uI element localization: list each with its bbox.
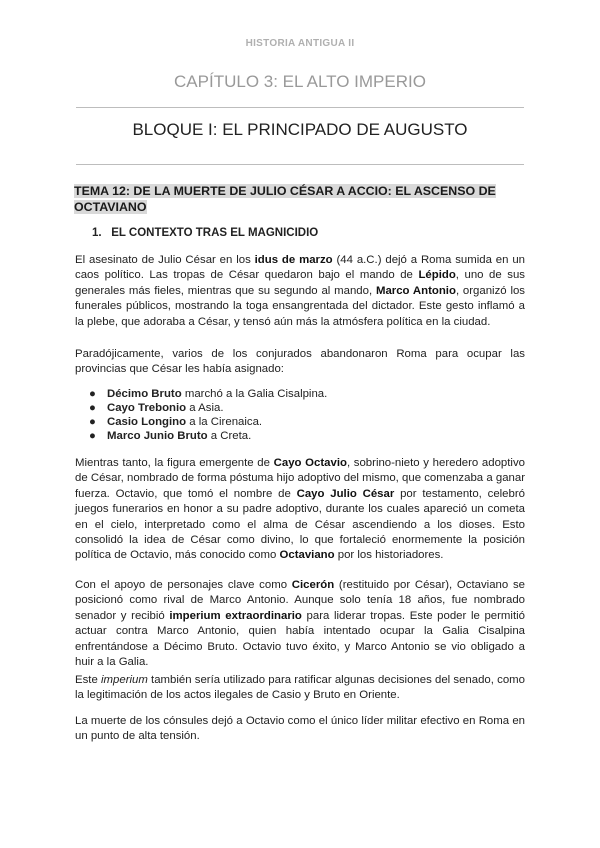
p4-bold-imperium: imperium extraordinario [169,609,302,622]
block-title: BLOQUE I: EL PRINCIPADO DE AUGUSTO [132,120,468,139]
p1-bold-lepido: Lépido [418,269,456,282]
p3-text-3: por testamento, celebró juegos funerarios en honor a su padre adoptivo, durante los cuales apareció un cometa en el cielo, interpretado como el alma de César ascendiendo a los dioses. Esto consolidó la idea de César como divino, lo que fortaleció enormemente la posición política de Octavio, más conocido como [75,487,525,562]
p1-bold-idus: idus de marzo [254,254,333,266]
paragraph-4 [75,578,525,670]
list-item [75,387,515,401]
p1-text-1: El asesinato de Julio César en los [75,254,255,266]
p3-bold-cayo-julio-cesar: Cayo Julio César [296,487,395,500]
list-item-name: Cayo Trebonio [107,402,187,414]
section-heading [92,227,318,239]
p3-text-1: Mientras tanto, la figura emergente de [75,457,274,469]
p3-bold-cayo-octavio: Cayo Octavio [273,457,347,469]
p4-text-3: para liderar tropas. Este poder le permitió actuar contra Marco Antonio, quien había intentado ocupar la Galia Cisalpina enfrentándose a Décimo Bruto. Octavio tuvo éxito, y Marco Antonio se vio obligado a huir a la Galia. [75,609,525,669]
bullet-icon: ● [89,388,96,400]
paragraph-1 [75,253,525,330]
section-title: EL CONTEXTO TRAS EL MAGNICIDIO [111,227,319,239]
p3-bold-octaviano: Octaviano [279,549,335,562]
running-header: HISTORIA ANTIGUA II [245,38,355,49]
list-item [75,401,515,415]
p2-text: Paradójicamente, varios de los conjurados abandonaron Roma para ocupar las provincias que César les había asignado: [75,348,525,376]
divider-top [76,107,524,108]
p1-text-2: (44 a.C.) dejó a Roma sumida en un caos político. Las tropas de César quedaron bajo el mando de [75,254,525,282]
list-item-text: marchó a la Galia Cisalpina. [181,388,328,400]
bullet-icon: ● [89,430,96,442]
paragraph-3 [75,456,525,564]
divider-bottom [76,164,524,165]
p4-text-1: Con el apoyo de personajes clave como [75,579,292,591]
p5-italic-imperium: imperium [101,674,148,686]
p5-text-2: también sería utilizado para ratificar algunas decisiones del senado, como la legitimación de los actos ilegales de Casio y Bruto en Oriente. [75,674,525,702]
list-item [75,429,515,443]
bullet-icon: ● [89,402,96,414]
list-item-name: Marco Junio Bruto [107,430,208,442]
p1-text-4: , organizó los funerales públicos, mostrando la toga ensangrentada del dictador. Este gesto inflamó a la plebe, que adoraba a César, y tensó aún más la atmósfera política en la ciudad. [75,284,525,328]
list-item-text: a la Cirenaica. [186,416,263,428]
list-item-name: Casio Longino [107,416,187,428]
p1-text-3: , uno de sus generales más fieles, mientras que su segundo al mando, [75,269,526,297]
p4-bold-ciceron: Cicerón [291,579,335,591]
paragraph-5 [75,673,525,704]
list-item-text: a Asia. [186,402,224,414]
paragraph-2 [75,347,525,378]
conspirators-list [75,387,515,443]
paragraph-6 [75,714,525,745]
p4-text-2: (restituido por César), Octaviano se posicionó como rival de Marco Antonio. Aunque solo tenía 18 años, fue nombrado senador y recibió [75,579,525,622]
list-item-name: Décimo Bruto [107,388,182,400]
topic-title [74,183,529,215]
bullet-icon: ● [89,416,96,428]
list-item-text: a Creta. [207,430,252,442]
p3-text-2: , sobrino-nieto y heredero adoptivo de César, nombrado de forma póstuma hijo adoptivo del mismo, que comenzaba a ganar fuerza. Octavio, que tomó el nombre de [75,457,525,500]
p6-text: La muerte de los cónsules dejó a Octavio como el único líder militar efectivo en Roma en un punto de alta tensión. [75,715,525,743]
list-item [75,415,515,429]
chapter-title: CAPÍTULO 3: EL ALTO IMPERIO [174,72,426,91]
p3-text-4: por los historiadores. [334,549,444,562]
p1-bold-marco-antonio: Marco Antonio [375,284,456,297]
topic-title-text: TEMA 12: DE LA MUERTE DE JULIO CÉSAR A ACCIO: EL ASCENSO DE OCTAVIANO [74,184,496,214]
section-number: 1. [92,227,102,239]
p5-text-1: Este [75,674,101,686]
